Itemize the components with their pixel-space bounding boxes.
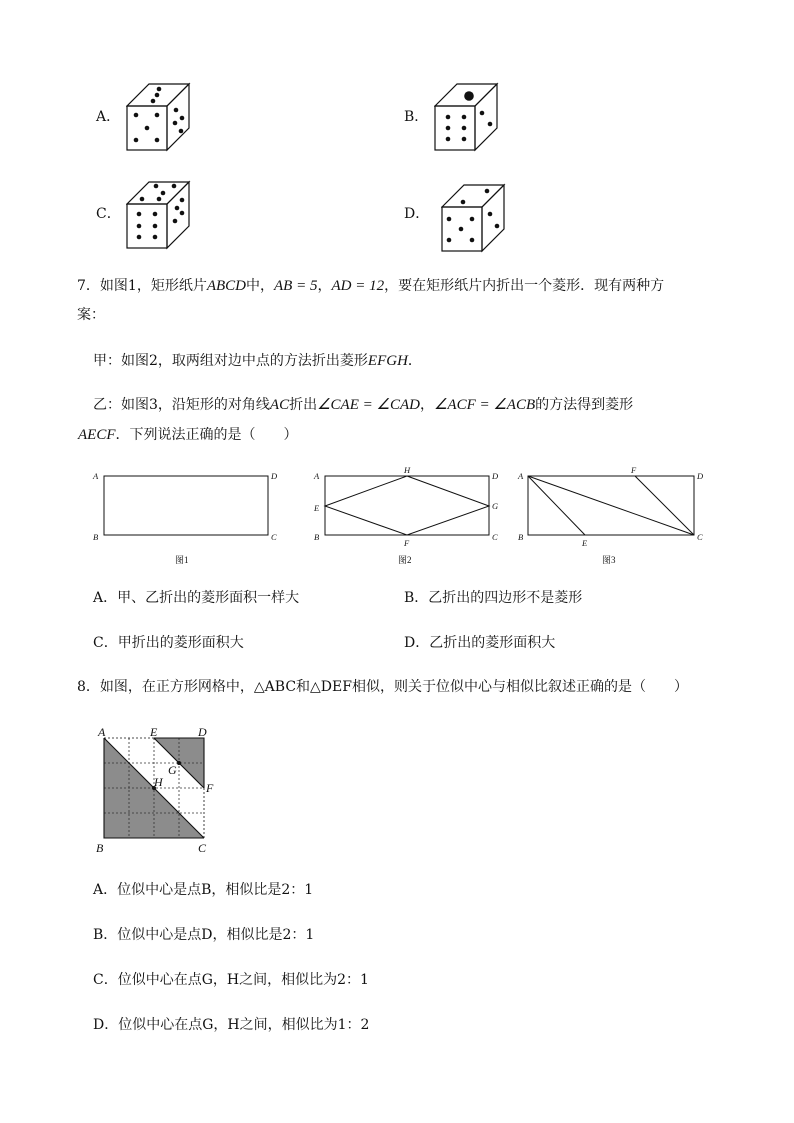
q7-math-ad: AD = 12 <box>331 278 385 294</box>
fig1-label-b: B <box>93 532 99 542</box>
fig1-caption: 图1 <box>175 555 189 565</box>
q7-stem-line1 <box>77 276 664 296</box>
q7-yi-text: ， <box>419 397 434 413</box>
q7-stem-line2: 案： <box>77 307 105 323</box>
q7-math-ab: AB = 5 <box>274 278 318 294</box>
fig2-label-e: E <box>314 503 320 513</box>
fig2-label-a: A <box>314 471 320 481</box>
q6-option-a-die <box>126 82 206 152</box>
q7-math-angle2: ∠ACF = ∠ACB <box>433 397 536 413</box>
fig3-label-b: B <box>518 532 524 542</box>
q8-option-c[interactable]: C．位似中心在点G，H之间，相似比为2：1 <box>93 972 369 988</box>
q8-option-b[interactable]: B．位似中心是点D，相似比是2：1 <box>93 927 315 943</box>
q6-option-b-die <box>434 82 514 152</box>
fig3-line-cf <box>635 476 694 535</box>
fig2-label-b: B <box>314 532 320 542</box>
q6-option-a-label: A． <box>96 109 121 125</box>
q8-label-h: H <box>154 775 163 789</box>
fig3-label-c: C <box>697 532 703 542</box>
q7-stem-part: ，要在矩形纸片内折出一个菱形．现有两种方 <box>384 278 665 294</box>
q7-math-aecf: AECF <box>78 427 116 443</box>
q7-stem-part: 中， <box>246 278 274 294</box>
q7-yi-text: 的方法得到菱形 <box>535 397 634 413</box>
q8-label-d: D <box>198 725 207 739</box>
fig2-label-h: H <box>404 466 411 475</box>
q7-option-b[interactable]: B．乙折出的四边形不是菱形 <box>404 590 583 606</box>
q7-figures <box>88 466 718 570</box>
q7-math-angle1: ∠CAE = ∠CAD <box>317 397 420 413</box>
fig1-label-a: A <box>93 471 99 481</box>
fig2-rectangle <box>325 476 489 535</box>
q8-option-a[interactable]: A．位似中心是点B，相似比是2：1 <box>93 882 314 898</box>
q7-yi-text: 乙：如图3，沿矩形的对角线 <box>93 397 270 413</box>
q8-label-g: G <box>168 763 177 777</box>
q7-yi-text: 折出 <box>289 397 318 413</box>
q8-label-e: E <box>150 725 158 739</box>
q7-scheme-yi-line1 <box>93 395 633 415</box>
fig2-label-c: C <box>492 532 498 542</box>
q7-stem-part: 7．如图1，矩形纸片 <box>77 278 207 294</box>
q8-label-f: F <box>206 781 214 795</box>
fig3-label-d: D <box>697 471 704 481</box>
q7-math-abcd: ABCD <box>206 278 246 294</box>
fig2-label-g: G <box>492 501 499 511</box>
fig2-label-f: F <box>404 538 410 548</box>
q7-option-a[interactable]: A．甲、乙折出的菱形面积一样大 <box>93 590 300 606</box>
fig2-caption: 图2 <box>398 555 412 565</box>
q7-option-c[interactable]: C．甲折出的菱形面积大 <box>93 635 244 651</box>
q8-point-g <box>177 761 181 765</box>
fig2-label-d: D <box>492 471 499 481</box>
q8-label-c: C <box>198 841 207 855</box>
fig3-label-f: F <box>631 466 637 475</box>
q8-stem: 8．如图，在正方形网格中，△ABC和△DEF相似，则关于位似中心与相似比叙述正确的是（ ） <box>77 679 688 695</box>
q8-grid-figure <box>94 722 224 856</box>
q6-option-d-label: D． <box>404 206 430 222</box>
q7-stem-part: ， <box>317 278 332 294</box>
q8-label-a: A <box>98 725 106 739</box>
q6-option-c-label: C． <box>96 206 121 222</box>
fig1-label-c: C <box>271 532 277 542</box>
q7-jia-text: ． <box>407 353 422 369</box>
q7-scheme-jia <box>93 351 422 371</box>
fig3-line-ae <box>528 476 585 535</box>
q7-math-efgh: EFGH <box>367 353 408 369</box>
fig1-label-d: D <box>271 471 278 481</box>
fig3-label-a: A <box>518 471 524 481</box>
q7-scheme-yi-line2 <box>78 425 298 445</box>
q7-yi-text: ．下列说法正确的是（ ） <box>115 427 298 443</box>
fig2-rhombus <box>325 476 489 535</box>
q8-option-d[interactable]: D．位似中心在点G，H之间，相似比为1：2 <box>93 1017 370 1033</box>
fig3-diagonal-ac <box>528 476 694 535</box>
q7-jia-text: 甲：如图2，取两组对边中点的方法折出菱形 <box>93 353 368 369</box>
q7-math-ac: AC <box>269 397 290 413</box>
q6-option-b-label: B． <box>404 109 429 125</box>
q6-option-c-die <box>126 180 206 250</box>
q7-option-d[interactable]: D．乙折出的菱形面积大 <box>404 635 556 651</box>
q8-label-b: B <box>96 841 104 855</box>
fig3-caption: 图3 <box>602 555 616 565</box>
q6-option-d-die <box>441 183 521 253</box>
fig3-label-e: E <box>582 538 588 548</box>
fig1-rectangle <box>104 476 268 535</box>
